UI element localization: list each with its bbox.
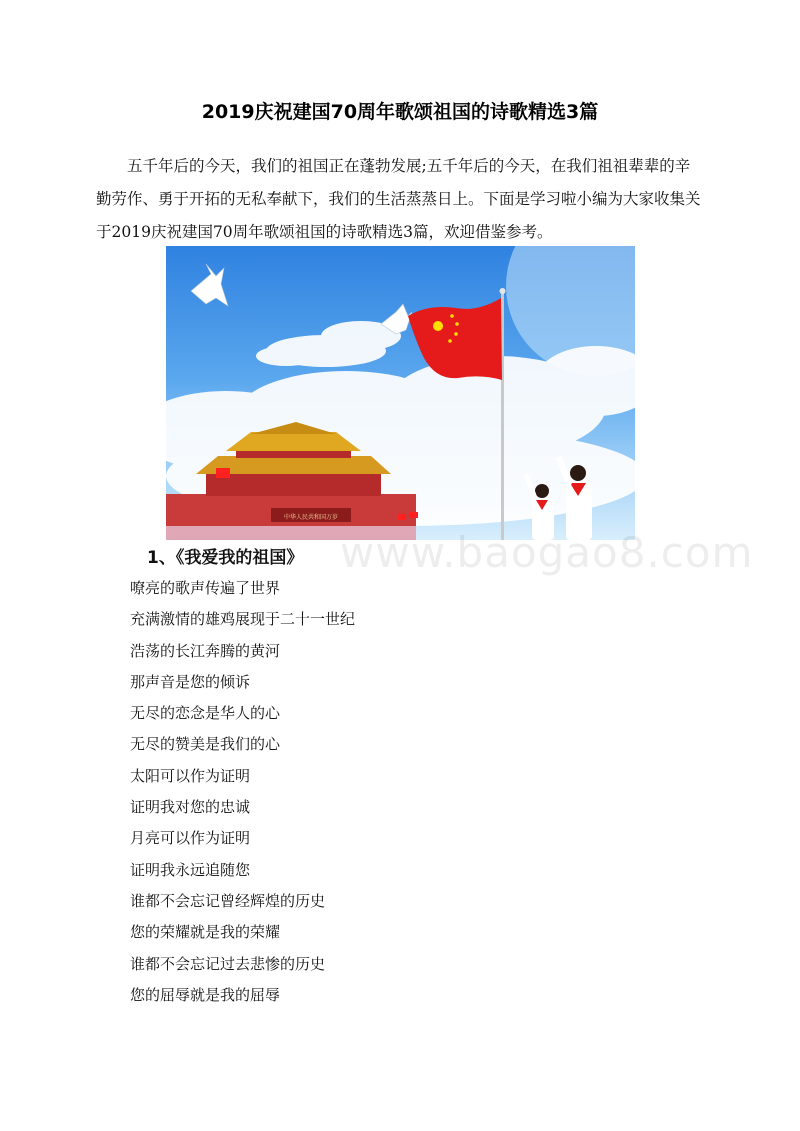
poem-line: 证明我永远追随您 [130, 860, 251, 879]
gate-plaque: 中华人民共和国万岁 [283, 514, 339, 521]
poem-line: 浩荡的长江奔腾的黄河 [130, 641, 281, 660]
poem-line: 您的荣耀就是我的荣耀 [130, 923, 281, 942]
poem-line: 谁都不会忘记曾经辉煌的历史 [130, 891, 326, 910]
poem-line: 月亮可以作为证明 [130, 829, 251, 848]
poem-line: 您的屈辱就是我的屈辱 [130, 985, 281, 1004]
watermark: www.baogao8.com [340, 528, 754, 577]
poem-lines [130, 573, 355, 1011]
intro-text: 五千年后的今天，我们的祖国正在蓬勃发展;五千年后的今天，在我们祖祖辈辈的辛勤劳作、勇于开拓的无私奉献下，我们的生活蒸蒸日上。下面是学习啦小编为大家收集关于2019庆祝建国70周年歌颂祖国的诗歌精选3篇，欢迎借鉴参考。 [96, 157, 701, 241]
flag-pole [501, 291, 504, 540]
intro-paragraph [96, 150, 702, 249]
poem-line: 充满激情的雄鸡展现于二十一世纪 [130, 610, 356, 629]
section-heading: 1、《我爱我的祖国》 [147, 548, 304, 568]
poem-line: 证明我对您的忠诚 [130, 798, 251, 817]
flag-raising-illustration [166, 246, 635, 540]
document-title: 2019庆祝建国70周年歌颂祖国的诗歌精选3篇 [201, 101, 599, 123]
poem-line: 无尽的恋念是华人的心 [130, 704, 281, 723]
poem-line: 谁都不会忘记过去悲惨的历史 [130, 954, 326, 973]
poem-line: 无尽的赞美是我们的心 [130, 735, 281, 754]
poem-line: 太阳可以作为证明 [130, 766, 251, 785]
illustration-svg [166, 246, 635, 540]
poem-line: 那声音是您的倾诉 [130, 672, 251, 691]
poem-line: 嘹亮的歌声传遍了世界 [130, 579, 281, 597]
national-flag [408, 298, 502, 380]
